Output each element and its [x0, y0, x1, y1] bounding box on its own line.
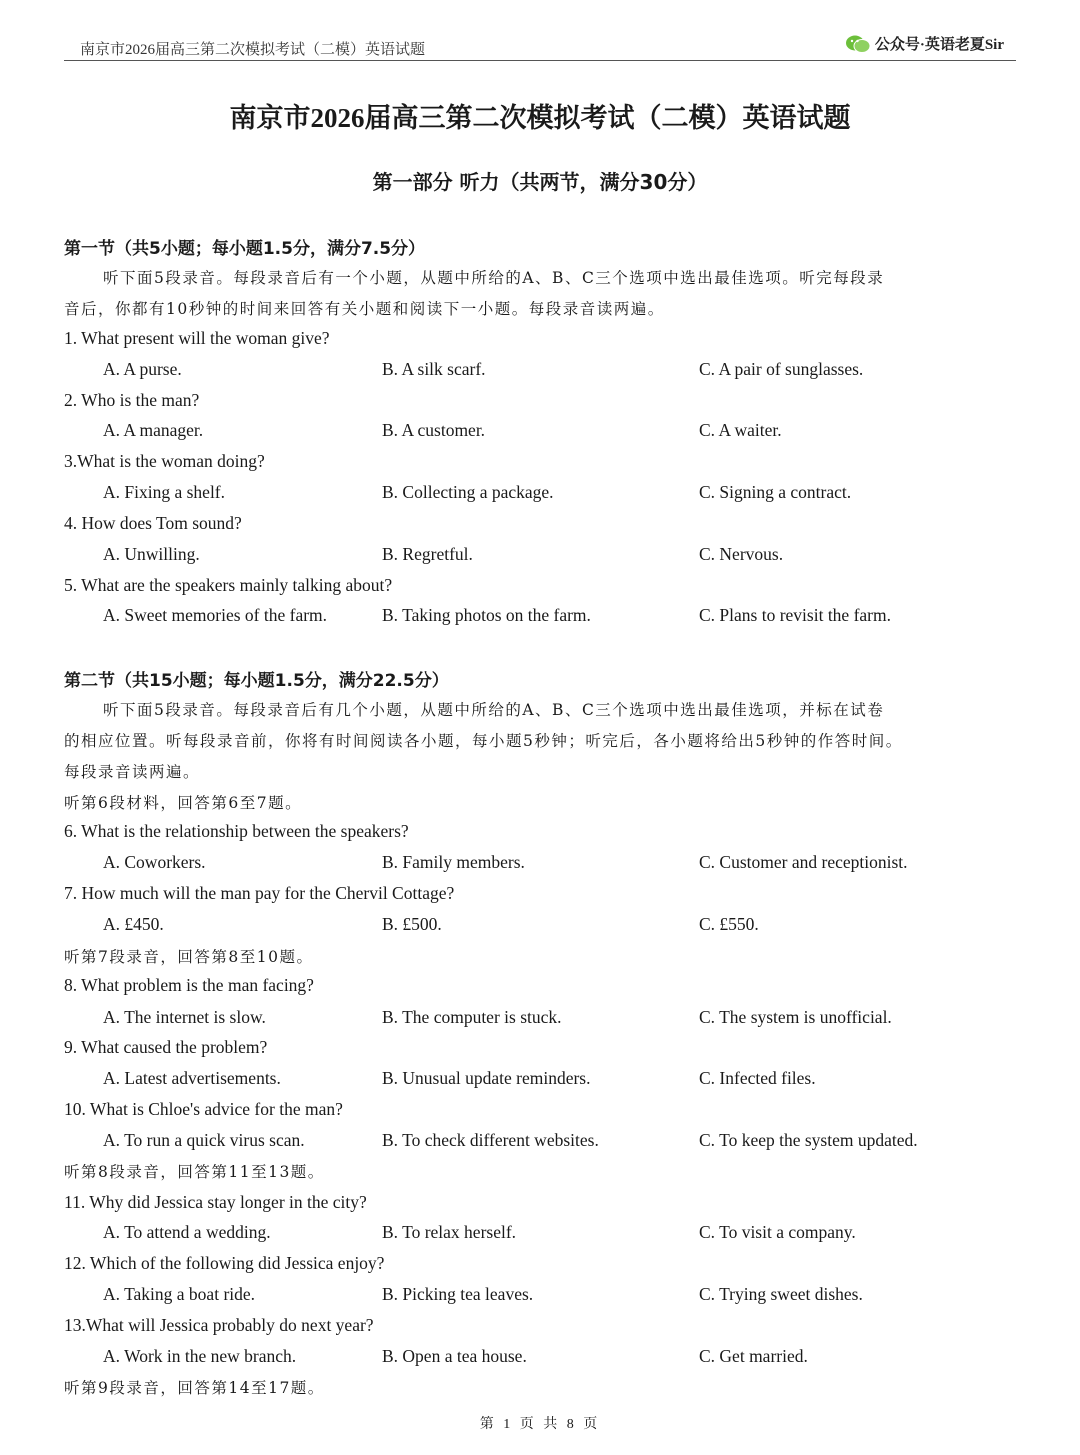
question-12: 12. Which of the following did Jessica enjoy? — [64, 1253, 385, 1273]
section2-instruction-2: 的相应位置。听每段录音前，你将有时间阅读各小题，每小题5秒钟；听完后，各小题将给出5秒钟的作答时间。 — [64, 732, 903, 750]
q5-option-b: B. Taking photos on the farm. — [382, 605, 591, 625]
q5-option-a: A. Sweet memories of the farm. — [103, 605, 328, 625]
q11-option-a: A. To attend a wedding. — [103, 1222, 271, 1242]
question-13: 13.What will Jessica probably do next year? — [64, 1315, 374, 1335]
question-1: 1. What present will the woman give? — [64, 328, 330, 348]
q8-option-c: C. The system is unofficial. — [699, 1007, 892, 1027]
q13-option-a: A. Work in the new branch. — [103, 1346, 297, 1366]
question-11: 11. Why did Jessica stay longer in the city? — [64, 1192, 367, 1212]
q1-option-b: B. A silk scarf. — [382, 359, 486, 379]
q4-option-a: A. Unwilling. — [103, 544, 200, 564]
q2-option-b: B. A customer. — [382, 420, 486, 440]
q13-option-c: C. Get married. — [699, 1346, 808, 1366]
group-6-instruction: 听第6段材料，回答第6至7题。 — [64, 794, 303, 812]
q6-option-a: A. Coworkers. — [103, 852, 206, 872]
question-3: 3.What is the woman doing? — [64, 451, 265, 471]
q2-option-a: A. A manager. — [103, 420, 204, 440]
q8-option-a: A. The internet is slow. — [103, 1007, 266, 1027]
section1-heading: 第一节（共5小题；每小题1.5分，满分7.5分） — [64, 239, 426, 259]
question-6: 6. What is the relationship between the speakers? — [64, 821, 409, 841]
group-8-instruction: 听第8段录音，回答第11至13题。 — [64, 1163, 325, 1181]
q4-option-c: C. Nervous. — [699, 544, 784, 564]
q10-option-b: B. To check different websites. — [382, 1130, 599, 1150]
q10-option-a: A. To run a quick virus scan. — [103, 1130, 305, 1150]
q7-option-a: A. £450. — [103, 914, 164, 934]
q13-option-b: B. Open a tea house. — [382, 1346, 527, 1366]
header-rule — [64, 60, 1016, 61]
q7-option-c: C. £550. — [699, 914, 759, 934]
question-2: 2. Who is the man? — [64, 390, 200, 410]
group-9-instruction: 听第9段录音，回答第14至17题。 — [64, 1379, 325, 1397]
q12-option-a: A. Taking a boat ride. — [103, 1284, 256, 1304]
part-title: 第一部分 听力（共两节，满分30分） — [372, 170, 708, 194]
q11-option-c: C. To visit a company. — [699, 1222, 856, 1242]
question-5: 5. What are the speakers mainly talking about? — [64, 575, 393, 595]
q11-option-b: B. To relax herself. — [382, 1222, 517, 1242]
q9-option-a: A. Latest advertisements. — [103, 1068, 281, 1088]
q10-option-c: C. To keep the system updated. — [699, 1130, 918, 1150]
q3-option-b: B. Collecting a package. — [382, 482, 554, 502]
q6-option-c: C. Customer and receptionist. — [699, 852, 908, 872]
q6-option-b: B. Family members. — [382, 852, 525, 872]
q5-option-c: C. Plans to revisit the farm. — [699, 605, 891, 625]
section1-instruction-1: 听下面5段录音。每段录音后有一个小题，从题中所给的A、B、C三个选项中选出最佳选项。听完每段录 — [103, 269, 885, 287]
question-10: 10. What is Chloe's advice for the man? — [64, 1099, 343, 1119]
question-4: 4. How does Tom sound? — [64, 513, 242, 533]
q3-option-a: A. Fixing a shelf. — [103, 482, 226, 502]
q2-option-c: C. A waiter. — [699, 420, 782, 440]
brand-label: 公众号·英语老夏Sir — [874, 37, 1004, 53]
q9-option-b: B. Unusual update reminders. — [382, 1068, 591, 1088]
wechat-icon — [845, 34, 871, 54]
question-9: 9. What caused the problem? — [64, 1037, 268, 1057]
running-header-title: 南京市2026届高三第二次模拟考试（二模）英语试题 — [80, 42, 426, 58]
q7-option-b: B. £500. — [382, 914, 442, 934]
q1-option-a: A. A purse. — [103, 359, 182, 379]
q12-option-b: B. Picking tea leaves. — [382, 1284, 534, 1304]
question-7: 7. How much will the man pay for the Chervil Cottage? — [64, 883, 455, 903]
running-header-brand — [845, 33, 1004, 54]
section1-instruction-2: 音后，你都有10秒钟的时间来回答有关小题和阅读下一小题。每段录音读两遍。 — [64, 300, 665, 318]
q1-option-c: C. A pair of sunglasses. — [699, 359, 864, 379]
section2-heading: 第二节（共15小题；每小题1.5分，满分22.5分） — [64, 671, 449, 691]
section2-instruction-3: 每段录音读两遍。 — [64, 763, 201, 781]
exam-title: 南京市2026届高三第二次模拟考试（二模）英语试题 — [229, 103, 851, 133]
q8-option-b: B. The computer is stuck. — [382, 1007, 562, 1027]
page-number: 第 1 页 共 8 页 — [479, 1417, 601, 1432]
question-8: 8. What problem is the man facing? — [64, 975, 314, 995]
section2-instruction-1: 听下面5段录音。每段录音后有几个小题，从题中所给的A、B、C三个选项中选出最佳选项，并标在试卷 — [103, 701, 885, 719]
q4-option-b: B. Regretful. — [382, 544, 473, 564]
q3-option-c: C. Signing a contract. — [699, 482, 852, 502]
group-7-instruction: 听第7段录音，回答第8至10题。 — [64, 948, 314, 966]
q12-option-c: C. Trying sweet dishes. — [699, 1284, 863, 1304]
q9-option-c: C. Infected files. — [699, 1068, 816, 1088]
